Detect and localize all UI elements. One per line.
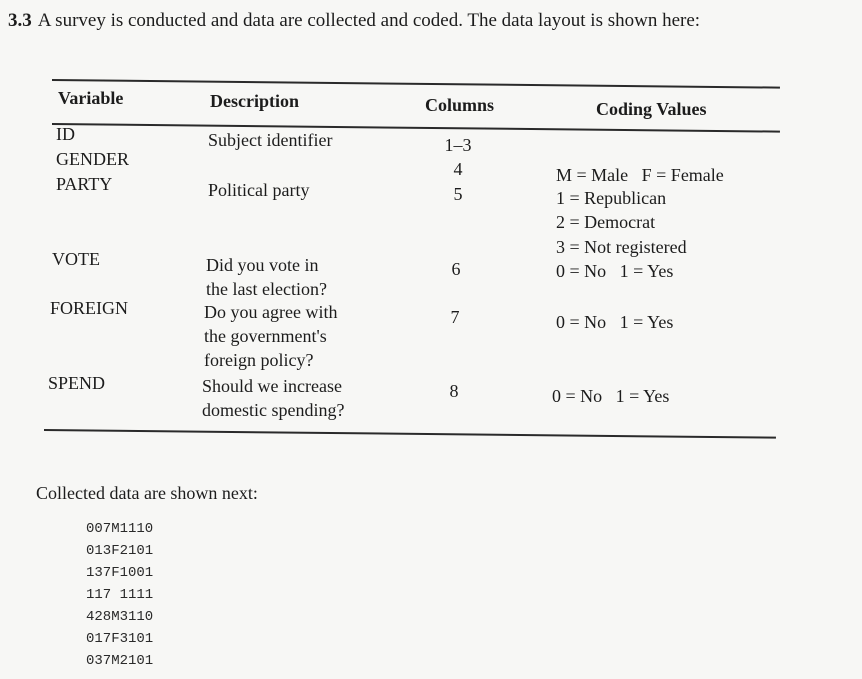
data-record: 037M2101 xyxy=(86,653,154,669)
table-bottom-rule xyxy=(44,429,776,439)
desc-spend-line-1: Should we increase xyxy=(202,376,342,396)
header-columns: Columns xyxy=(425,95,495,115)
desc-spend-line-2: domestic spending? xyxy=(202,400,345,420)
var-spend: SPEND xyxy=(48,373,106,393)
coding-party-3: 3 = Not registered xyxy=(556,237,687,257)
var-party: PARTY xyxy=(56,174,113,194)
data-record: 137F1001 xyxy=(86,565,154,581)
problem-number: 3.3 xyxy=(8,10,32,31)
col-gender: 4 xyxy=(453,159,463,179)
var-foreign: FOREIGN xyxy=(50,298,129,318)
desc-foreign-line-1: Do you agree with xyxy=(204,302,338,322)
data-record: 017F3101 xyxy=(86,631,154,647)
table-header-rule xyxy=(52,123,780,132)
col-party: 5 xyxy=(453,184,463,204)
coding-party-1: 1 = Republican xyxy=(556,188,667,208)
col-foreign: 7 xyxy=(450,307,460,327)
col-id: 1–3 xyxy=(444,135,472,155)
data-records xyxy=(86,518,153,672)
desc-party-line-1: Political party xyxy=(208,180,310,200)
data-record: 007M1110 xyxy=(86,521,154,537)
coding-vote: 0 = No 1 = Yes xyxy=(556,261,674,281)
problem-heading xyxy=(8,10,700,32)
col-spend: 8 xyxy=(449,381,459,401)
desc-id-line-1: Subject identifier xyxy=(208,130,333,150)
col-vote: 6 xyxy=(451,259,461,279)
coding-party-2: 2 = Democrat xyxy=(556,212,656,232)
var-gender: GENDER xyxy=(56,149,129,169)
desc-vote-line-2: the last election? xyxy=(206,279,327,299)
var-id: ID xyxy=(56,124,75,144)
coding-foreign: 0 = No 1 = Yes xyxy=(556,312,674,332)
problem-text: A survey is conducted and data are collected and coded. The data layout is shown here: xyxy=(37,10,701,31)
coding-spend: 0 = No 1 = Yes xyxy=(552,386,670,406)
coding-gender: M = Male F = Female xyxy=(556,165,724,185)
table-top-rule xyxy=(52,79,780,89)
data-record: 013F2101 xyxy=(86,543,154,559)
desc-foreign-line-3: foreign policy? xyxy=(204,350,314,370)
var-vote: VOTE xyxy=(52,249,100,269)
header-coding-values: Coding Values xyxy=(596,99,707,119)
desc-vote-line-1: Did you vote in xyxy=(206,255,319,275)
collected-data-label: Collected data are shown next: xyxy=(36,483,258,503)
data-record: 117 1111 xyxy=(86,587,154,603)
data-record: 428M3110 xyxy=(86,609,154,625)
desc-foreign-line-2: the government's xyxy=(204,326,327,346)
header-description: Description xyxy=(210,91,299,111)
header-variable: Variable xyxy=(58,88,124,108)
